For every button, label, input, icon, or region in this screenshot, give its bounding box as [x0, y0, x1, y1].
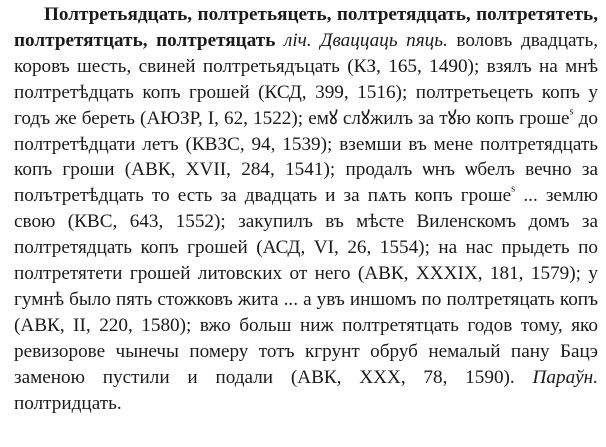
example-quote: взялъ на мнѣ полтретѣдцать копъ грошей (КСД, 399, 1516);: [14, 55, 599, 103]
parallel-label: Параўн.: [532, 366, 599, 388]
example-quote: у гумнѣ было пять стожковъ жита ... а увъ иншомъ по полтретяцать копъ (АВК, II, 220, 1580);: [14, 263, 599, 336]
example-quote: емꙋ слꙋжилъ за тꙋю копъ гроше: [308, 107, 570, 129]
example-quote: продалъ ѡнъ ѡбелъ вечно за полътретѣдцать то есть за двадцать и за пѧть копъ гроше: [14, 159, 598, 207]
superscript-mark: s: [569, 106, 574, 118]
example-quote: полтретьецеть копъ у годъ же береть (АЮЗР, I, 62, 1522);: [14, 81, 599, 129]
part-of-speech: ліч.: [283, 29, 312, 51]
headword: Полтретьядцать, полтретьяцеть, полтретядцать, полтретятеть, полтретятцать, полтретяцать: [14, 4, 598, 51]
example-quote: до полтретѣдцати летъ (КВЗС, 94, 1539);: [14, 107, 599, 155]
translation: Дваццаць пяць.: [320, 29, 448, 51]
example-quote: на нас прыдеть по полтретятети грошей литовских от него (АВК, XXXIX, 181, 1579);: [14, 237, 598, 285]
example-quote: ... землю свою (КВС, 643, 1552);: [14, 185, 598, 233]
example-quote: воловъ двадцать, коровъ шесть, свиней полтретьядъцать (КЗ, 165, 1490);: [14, 29, 599, 77]
superscript-mark: s: [511, 183, 516, 195]
example-quote: закупилъ въ мѣсте Виленскомъ домъ за полтретядцать копъ грошей (АСД, VI, 26, 1554);: [14, 211, 598, 259]
example-quote: вжо больш ниж полтретятцать годов тому, яко ревизорове чынечы померу тотъ кгрунт обруб немалый пану Бацэ заменою пустили и подали (АВК, XXX, 78, 1590).: [14, 314, 598, 388]
dictionary-entry: [14, 2, 598, 417]
parallel-word: полтридцать.: [14, 392, 122, 414]
example-quote: вземши въ мене полтретядцать копъ гроши (АВК, XVII, 284, 1541);: [14, 133, 599, 181]
